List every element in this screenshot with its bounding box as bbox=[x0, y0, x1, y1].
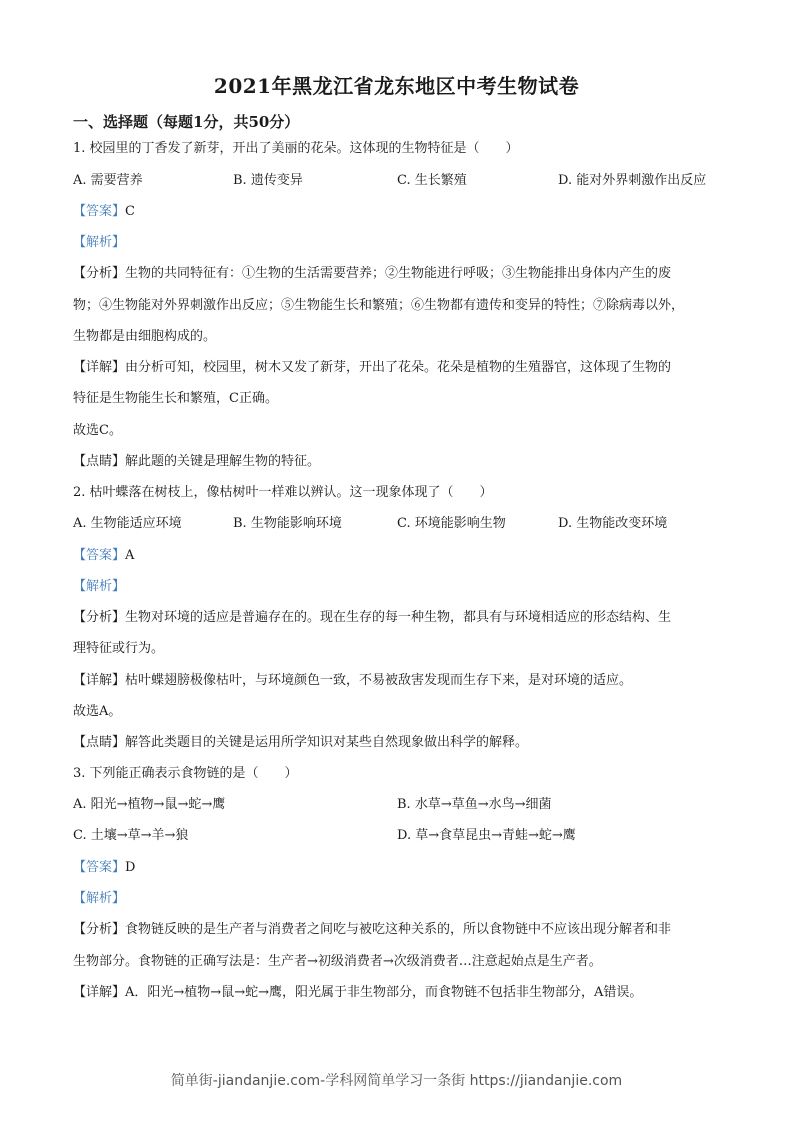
q2-analysis-label: 【解析】 bbox=[73, 579, 126, 594]
q3-analysis-label: 【解析】 bbox=[73, 891, 126, 906]
answer-label: 【答案】 bbox=[73, 860, 126, 875]
q2-option-c: C. 环境能影响生物 bbox=[397, 516, 506, 531]
question-1-stem: 1. 校园里的丁香发了新芽，开出了美丽的花朵。这体现的生物特征是（ ） bbox=[73, 141, 519, 156]
xiangjie-text: A．阳光→植物→鼠→蛇→鹰，阳光属于非生物部分，而食物链不包括非生物部分，A错误。 bbox=[125, 985, 643, 1000]
answer-value: A bbox=[125, 548, 135, 563]
answer-label: 【答案】 bbox=[73, 548, 126, 563]
fenxi-text: 生物对环境的适应是普遍存在的。现在生存的每一种生物，都具有与环境相适应的形态结构、生 bbox=[125, 610, 672, 625]
q1-xiangjie-line-2: 特征是生物能生长和繁殖，C正确。 bbox=[73, 391, 278, 406]
xiangjie-text: 由分析可知，校园里，树木又发了新芽，开出了花朵。花朵是植物的生殖器官，这体现了生物的 bbox=[125, 360, 672, 375]
q1-choose: 故选C。 bbox=[73, 423, 122, 438]
q2-option-a: A. 生物能适应环境 bbox=[73, 516, 182, 531]
q3-answer bbox=[73, 860, 135, 876]
q2-option-d: D. 生物能改变环境 bbox=[558, 516, 668, 531]
footer-watermark: 简单街-jiandanjie.com-学科网简单学习一条街 https://jiandanjie.com bbox=[170, 1073, 623, 1089]
question-2-stem: 2. 枯叶蝶落在树枝上，像枯树叶一样难以辨认。这一现象体现了（ ） bbox=[73, 485, 493, 500]
fenxi-label: 【分析】 bbox=[73, 266, 126, 281]
q2-dianjing bbox=[73, 735, 528, 751]
q2-xiangjie-line-1 bbox=[73, 673, 632, 689]
xiangjie-text: 枯叶蝶翅膀极像枯叶，与环境颜色一致，不易被敌害发现而生存下来，是对环境的适应。 bbox=[125, 673, 633, 688]
answer-label: 【答案】 bbox=[73, 204, 126, 219]
fenxi-label: 【分析】 bbox=[73, 610, 126, 625]
question-3-stem: 3. 下列能正确表示食物链的是（ ） bbox=[73, 766, 298, 781]
dianjing-label: 【点睛】 bbox=[73, 454, 126, 469]
xiangjie-label: 【详解】 bbox=[73, 673, 126, 688]
q2-fenxi-line-1 bbox=[73, 610, 671, 626]
q1-option-d: D. 能对外界刺激作出反应 bbox=[558, 173, 707, 188]
q1-option-c: C. 生长繁殖 bbox=[397, 173, 467, 188]
q1-fenxi-line-1 bbox=[73, 266, 671, 282]
q3-fenxi-line-1 bbox=[73, 922, 671, 938]
q1-analysis-label: 【解析】 bbox=[73, 235, 126, 250]
dianjing-text: 解答此类题目的关键是运用所学知识对某些自然现象做出科学的解释。 bbox=[125, 735, 529, 750]
answer-value: D bbox=[125, 860, 136, 875]
fenxi-label: 【分析】 bbox=[73, 922, 126, 937]
document-title: 2021年黑龙江省龙东地区中考生物试卷 bbox=[213, 74, 580, 98]
q3-option-d: D. 草→食草昆虫→青蛙→蛇→鹰 bbox=[397, 828, 576, 843]
dianjing-label: 【点睛】 bbox=[73, 735, 126, 750]
q3-fenxi-line-2: 生物部分。食物链的正确写法是：生产者→初级消费者→次级消费者…注意起始点是生产者。 bbox=[73, 954, 602, 969]
q1-option-b: B. 遗传变异 bbox=[233, 173, 303, 188]
q1-dianjing bbox=[73, 454, 320, 470]
q1-xiangjie-line-1 bbox=[73, 360, 671, 376]
q3-option-b: B. 水草→草鱼→水鸟→细菌 bbox=[397, 797, 552, 812]
q1-answer bbox=[73, 204, 135, 220]
q3-xiangjie-line-1 bbox=[73, 985, 642, 1001]
q2-fenxi-line-2: 理特征或行为。 bbox=[73, 641, 165, 656]
q2-choose: 故选A。 bbox=[73, 704, 122, 719]
answer-value: C bbox=[125, 204, 135, 219]
q1-fenxi-line-2: 物；④生物能对外界刺激作出反应；⑤生物能生长和繁殖；⑥生物都有遗传和变异的特性；⑦除病毒以外， bbox=[73, 298, 685, 313]
q2-option-b: B. 生物能影响环境 bbox=[233, 516, 342, 531]
section-heading: 一、选择题（每题1分，共50分） bbox=[73, 113, 300, 131]
q1-option-a: A. 需要营养 bbox=[73, 173, 143, 188]
fenxi-text: 生物的共同特征有：①生物的生活需要营养；②生物能进行呼吸；③生物能排出身体内产生的废 bbox=[125, 266, 672, 281]
q3-option-c: C. 土壤→草→羊→狼 bbox=[73, 828, 189, 843]
xiangjie-label: 【详解】 bbox=[73, 360, 126, 375]
fenxi-text: 食物链反映的是生产者与消费者之间吃与被吃这种关系的，所以食物链中不应该出现分解者和非 bbox=[125, 922, 672, 937]
xiangjie-label: 【详解】 bbox=[73, 985, 126, 1000]
q2-answer bbox=[73, 548, 134, 564]
dianjing-text: 解此题的关键是理解生物的特征。 bbox=[125, 454, 321, 469]
q3-option-a: A. 阳光→植物→鼠→蛇→鹰 bbox=[73, 797, 226, 812]
q1-fenxi-line-3: 生物都是由细胞构成的。 bbox=[73, 329, 217, 344]
